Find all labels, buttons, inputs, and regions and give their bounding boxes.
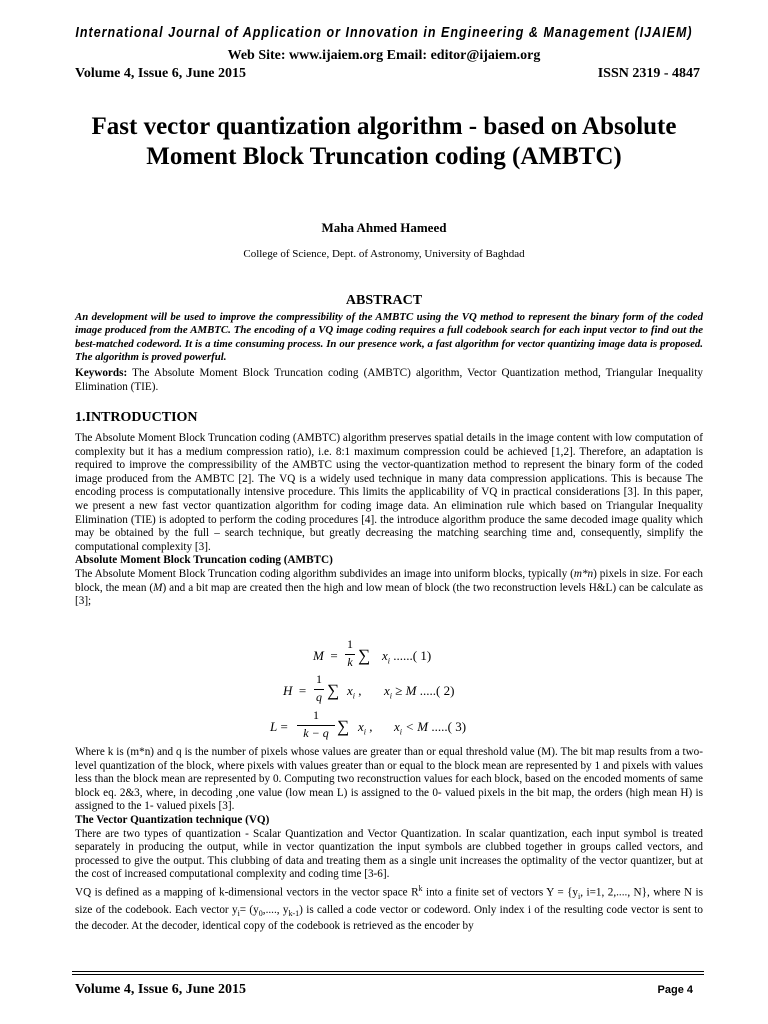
p5-sub-k1: k-1 bbox=[288, 908, 300, 918]
header-issn: ISSN 2319 - 4847 bbox=[597, 66, 700, 81]
eq3-cond-x: x bbox=[394, 719, 400, 734]
paragraph-vq-definition bbox=[75, 882, 703, 934]
eq2-relation: ≥ M bbox=[392, 683, 417, 698]
p5-sup-k: k bbox=[418, 883, 423, 893]
eq2-cond-sub: i bbox=[389, 691, 393, 701]
p2-text-a: The Absolute Moment Block Truncation coding algorithm subdivides an image into uniform blocks, typically ( bbox=[75, 567, 574, 580]
eq3-x: x bbox=[358, 719, 364, 734]
eq3-x-sub: i bbox=[363, 727, 367, 737]
p5-sub-i2: i bbox=[237, 908, 240, 918]
eq1-x: x bbox=[382, 648, 388, 663]
keywords-text: The Absolute Moment Block Truncation coding (AMBTC) algorithm, Vector Quantization method, Triangular Inequality Elimination (TIE). bbox=[75, 367, 703, 393]
eq1-lhs: M bbox=[313, 648, 324, 663]
eq2-numerator: 1 bbox=[316, 672, 322, 686]
intro-body bbox=[75, 432, 703, 609]
intro-paragraph-1: The Absolute Moment Block Truncation coding (AMBTC) algorithm preserves spatial details in the image content with low computation of complexity but it has a medium compression ratio), i.e. 8:1 maximum compression could be achieved [1,2]. Therefore, an adaptation is required to improve the compressibility of the AMBTC using the vector-quantization method to represent the binary form of the coded image produced from the AMBTC [2]. The VQ is a widely used technique in many data compression applications. This is because The encoding process is computationally intensive procedure. This limits the applicability of VQ in practical considerations [3]. In this paper, we present a new fast vector quantization algorithm for coding image data. An elimination rule which based on Triangular Inequality Elimination (TIE) is adopted to perform the coding procedures [4]. the introduce algorithm produce the same decoded image quality which may be obtained by the full – search technique, but greatly decreasing the matching searching time and, consequently, simplify the computational complexity [3]. bbox=[75, 432, 703, 553]
p2-mn: m*n bbox=[573, 567, 594, 580]
p5-text-e: ,...., y bbox=[262, 903, 289, 916]
eq1-x-sub: i bbox=[387, 656, 391, 666]
eq3-cond-sub: i bbox=[399, 727, 403, 737]
eq3-relation: < M bbox=[402, 719, 429, 734]
eq2-sum: ∑ bbox=[327, 681, 340, 700]
p5-text-a: VQ is defined as a mapping of k-dimensional vectors in the vector space R bbox=[75, 886, 419, 899]
eq3-denominator: k − q bbox=[303, 726, 329, 740]
eq1-sum: ∑ bbox=[358, 646, 371, 665]
p2-M: M bbox=[153, 581, 163, 594]
header-volume: Volume 4, Issue 6, June 2015 bbox=[75, 66, 247, 81]
footer-volume: Volume 4, Issue 6, June 2015 bbox=[75, 982, 247, 997]
eq2-denominator: q bbox=[316, 690, 322, 704]
eq2-equals: = bbox=[298, 683, 307, 698]
paper-affiliation: College of Science, Dept. of Astronomy, University of Baghdad bbox=[243, 248, 525, 260]
eq1-tag: ......( 1) bbox=[390, 648, 432, 663]
subheading-vq: The Vector Quantization technique (VQ) bbox=[75, 813, 270, 826]
intro-paragraph-2 bbox=[75, 568, 703, 609]
eq3-lhs: L bbox=[270, 719, 278, 734]
keywords-label: Keywords: bbox=[75, 367, 128, 379]
p5-text-b: into a finite set of vectors Y = {y bbox=[422, 886, 579, 899]
p5-text-c: , i=1, 2,...., N}, where N is size of the codebook. Each vector y bbox=[75, 886, 703, 916]
paragraph-bitmap: Where k is (m*n) and q is the number of pixels whose values are greater than or equal threshold value (M). The bit map results from a two- level quantization of the block, where pixels with values greater than or equal to the block mean are represented by 1 and pixels with values less than the block mean are represented by 0. Computing two reconstruction values for each block, based on the encoded moments of same block eq. 2&3, where, in decoding ,one value (low mean L) is assigned to the 0- valued pixels in the bit map, the orders (high mean H) is assigned to the 1- valued pixels [3]. bbox=[75, 746, 703, 813]
footer-rule-top bbox=[72, 971, 704, 972]
paper-title: Fast vector quantization algorithm - based on Absolute Moment Block Truncation coding (AMBTC) bbox=[91, 113, 677, 170]
footer-rule-bottom bbox=[72, 974, 704, 975]
paragraph-quantization: There are two types of quantization - Scalar Quantization and Vector Quantization. In scalar quantization, each input symbol is treated separately in producing the output, while in vector quantization the input symbols are clubbed together in groups called vectors, and processed to give the output. This clubbing of data and treating them as a single unit increases the optimality of the vector quantizer, but at the cost of increased computational complexity and coding time [3-6]. bbox=[75, 827, 703, 881]
eq3-tag: .....( 3) bbox=[428, 719, 467, 734]
eq3-numerator: 1 bbox=[313, 708, 319, 722]
intro-heading: 1.INTRODUCTION bbox=[75, 410, 198, 425]
eq1-numerator: 1 bbox=[347, 637, 353, 651]
keywords-paragraph bbox=[75, 367, 703, 394]
p5-text-f: ) is called a code vector or codeword. Only index i of the resulting code vector is sent to the decoder. At the decoder, identical copy of the codebook is retrieved as the encoder by bbox=[75, 903, 704, 933]
eq1-denominator: k bbox=[347, 655, 353, 669]
p2-text-b: ) pixels in size. For each block, the mean ( bbox=[75, 567, 703, 594]
paper-author: Maha Ahmed Hameed bbox=[321, 220, 447, 235]
eq2-tag: .....( 2) bbox=[416, 683, 455, 698]
eq3-comma: , bbox=[369, 719, 373, 734]
p5-sub-0: 0 bbox=[258, 908, 263, 918]
journal-name: International Journal of Application or Innovation in Engineering & Management (IJAIEM) bbox=[75, 25, 693, 41]
p5-text-d: = (y bbox=[239, 903, 259, 916]
abstract-text: An development will be used to improve the compressibility of the AMBTC using the VQ method to represent the binary form of the coded image produced from the AMBTC. The encoding of a VQ image coding requires a full codebook search for each input vector to find out the best-matched codeword. It is a time consuming process. In our presence work, a fast algorithm for vector quantizing image data is proposed. The algorithm is proved powerful. bbox=[75, 311, 703, 364]
footer-page-number: Page 4 bbox=[657, 984, 693, 996]
eq2-lhs: H bbox=[283, 683, 293, 698]
subheading-ambtc: Absolute Moment Block Truncation coding (AMBTC) bbox=[75, 554, 333, 567]
p2-text-c: ) and a bit map are created then the high and low mean of block (the two reconstruction levels H&L) can be calculate as [3]; bbox=[75, 581, 703, 608]
eq2-x: x bbox=[347, 683, 353, 698]
abstract-heading: ABSTRACT bbox=[345, 293, 423, 308]
body-after-equations bbox=[75, 746, 703, 934]
eq2-x-sub: i bbox=[352, 691, 356, 701]
eq2-cond-x: x bbox=[384, 683, 390, 698]
eq2-comma: , bbox=[358, 683, 362, 698]
eq3-equals: = bbox=[280, 719, 288, 734]
eq1-equals: = bbox=[330, 648, 338, 663]
eq3-sum: ∑ bbox=[337, 717, 350, 736]
p5-sub-i: i bbox=[578, 891, 581, 901]
journal-website: Web Site: www.ijaiem.org Email: editor@ijaiem.org bbox=[227, 48, 541, 63]
